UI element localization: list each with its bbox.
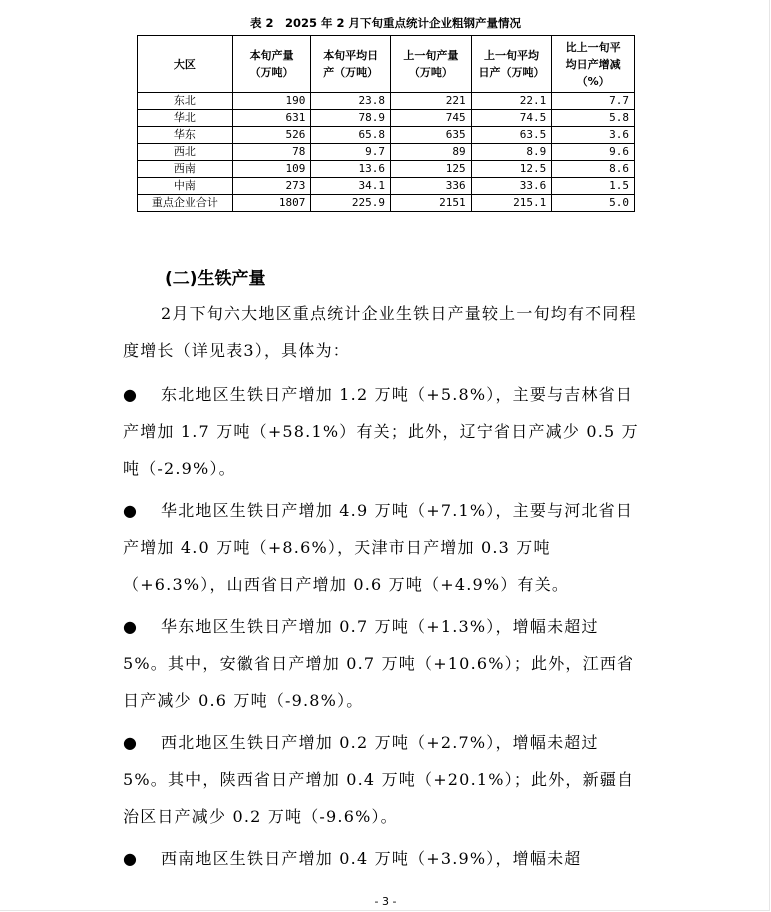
table-row <box>138 110 635 127</box>
cell-region: 东北 <box>138 93 233 110</box>
page-number: - 3 - <box>374 895 397 908</box>
header-current-output <box>232 36 311 93</box>
cell-value: 65.8 <box>311 127 391 144</box>
cell-value: 63.5 <box>471 127 552 144</box>
header-change-percent <box>552 36 635 93</box>
cell-value: 23.8 <box>311 93 391 110</box>
cell-value: 5.8 <box>552 110 635 127</box>
cell-region: 华东 <box>138 127 233 144</box>
cell-value: 7.7 <box>552 93 635 110</box>
table-caption: 表 2 2025 年 2 月下旬重点统计企业粗钢产量情况 <box>249 16 522 30</box>
cell-value: 8.6 <box>552 161 635 178</box>
table-total-row <box>138 195 635 212</box>
cell-value: 336 <box>391 178 472 195</box>
bullet-text: 东北地区生铁日产增加 1.2 万吨（+5.8%），主要与吉林省日产增加 1.7 万吨（+58.1%）有关；此外，辽宁省日产减少 0.5 万吨（-2.9%）。 <box>123 385 639 478</box>
cell-value: 33.6 <box>471 178 552 195</box>
header-line: 本旬产量 <box>249 49 294 62</box>
bullet-icon: ● <box>123 617 139 636</box>
bullet-icon: ● <box>123 849 139 868</box>
header-line: 均日产增减 <box>565 57 621 71</box>
table-header-row <box>138 36 635 93</box>
cell-value: 89 <box>391 144 472 161</box>
bullet-text: 华东地区生铁日产增加 0.7 万吨（+1.3%），增幅未超过 5%。其中，安徽省日产增加 0.7 万吨（+10.6%）；此外，江西省日产减少 0.6 万吨（-9.8%）。 <box>123 617 635 710</box>
cell-value: 74.5 <box>471 110 552 127</box>
header-line: 日产（万吨） <box>478 66 545 79</box>
cell-region: 西北 <box>138 144 233 161</box>
cell-value: 3.6 <box>552 127 635 144</box>
bullet-paragraph <box>123 840 645 877</box>
cell-region: 华北 <box>138 110 233 127</box>
bullet-icon: ● <box>123 385 139 404</box>
bullet-icon: ● <box>123 501 139 520</box>
bullet-paragraph <box>123 492 645 603</box>
crude-steel-table <box>137 35 635 212</box>
header-current-daily <box>311 36 391 93</box>
cell-value: 745 <box>391 110 472 127</box>
cell-value: 635 <box>391 127 472 144</box>
intro-text: 2月下旬六大地区重点统计企业生铁日产量较上一旬均有不同程度增长（详见表3），具体为： <box>123 304 637 360</box>
header-line: （万吨） <box>249 66 294 79</box>
cell-value: 34.1 <box>311 178 391 195</box>
table-row <box>138 178 635 195</box>
bullet-icon: ● <box>123 733 139 752</box>
cell-value: 526 <box>232 127 311 144</box>
bullet-paragraph <box>123 376 645 487</box>
cell-value: 5.0 <box>552 195 635 212</box>
cell-value: 9.6 <box>552 144 635 161</box>
cell-value: 109 <box>232 161 311 178</box>
intro-paragraph <box>123 295 645 369</box>
cell-value: 78.9 <box>311 110 391 127</box>
header-line: 上一旬平均 <box>483 49 539 62</box>
header-region-label: 大区 <box>173 57 196 71</box>
cell-value: 12.5 <box>471 161 552 178</box>
bullet-paragraph <box>123 724 645 835</box>
table-row <box>138 93 635 110</box>
section-heading: (二)生铁产量 <box>165 269 266 289</box>
cell-value: 221 <box>391 93 472 110</box>
header-line: 产（万吨） <box>323 66 379 79</box>
cell-value: 273 <box>232 178 311 195</box>
header-region <box>138 36 233 93</box>
table-row <box>138 144 635 161</box>
cell-value: 1.5 <box>552 178 635 195</box>
header-line: 本旬平均日 <box>323 49 379 62</box>
table-row <box>138 127 635 144</box>
header-previous-daily <box>471 36 552 93</box>
cell-value: 631 <box>232 110 311 127</box>
cell-value: 1807 <box>232 195 311 212</box>
cell-value: 215.1 <box>471 195 552 212</box>
cell-value: 8.9 <box>471 144 552 161</box>
cell-value: 225.9 <box>311 195 391 212</box>
cell-region: 重点企业合计 <box>138 195 233 212</box>
header-line: （万吨） <box>408 66 453 79</box>
cell-value: 190 <box>232 93 311 110</box>
cell-value: 9.7 <box>311 144 391 161</box>
cell-value: 125 <box>391 161 472 178</box>
bullet-paragraph <box>123 608 645 719</box>
cell-value: 2151 <box>391 195 472 212</box>
header-line: （%） <box>576 74 610 88</box>
cell-value: 22.1 <box>471 93 552 110</box>
bullet-text: 西南地区生铁日产增加 0.4 万吨（+3.9%），增幅未超 <box>161 849 582 868</box>
cell-value: 78 <box>232 144 311 161</box>
cell-region: 中南 <box>138 178 233 195</box>
header-line: 上一旬产量 <box>403 49 459 62</box>
bullet-text: 西北地区生铁日产增加 0.2 万吨（+2.7%），增幅未超过 5%。其中，陕西省日产增加 0.4 万吨（+20.1%）；此外，新疆自治区日产减少 0.2 万吨（-9.6%）。 <box>123 733 635 826</box>
cell-value: 13.6 <box>311 161 391 178</box>
table-row <box>138 161 635 178</box>
header-previous-output <box>391 36 472 93</box>
bullet-text: 华北地区生铁日产增加 4.9 万吨（+7.1%），主要与河北省日产增加 4.0 万吨（+8.6%），天津市日产增加 0.3 万吨（+6.3%），山西省日产增加 0.6 万吨（+4.9%）有关。 <box>123 501 634 594</box>
cell-region: 西南 <box>138 161 233 178</box>
header-line: 比上一旬平 <box>565 40 621 54</box>
